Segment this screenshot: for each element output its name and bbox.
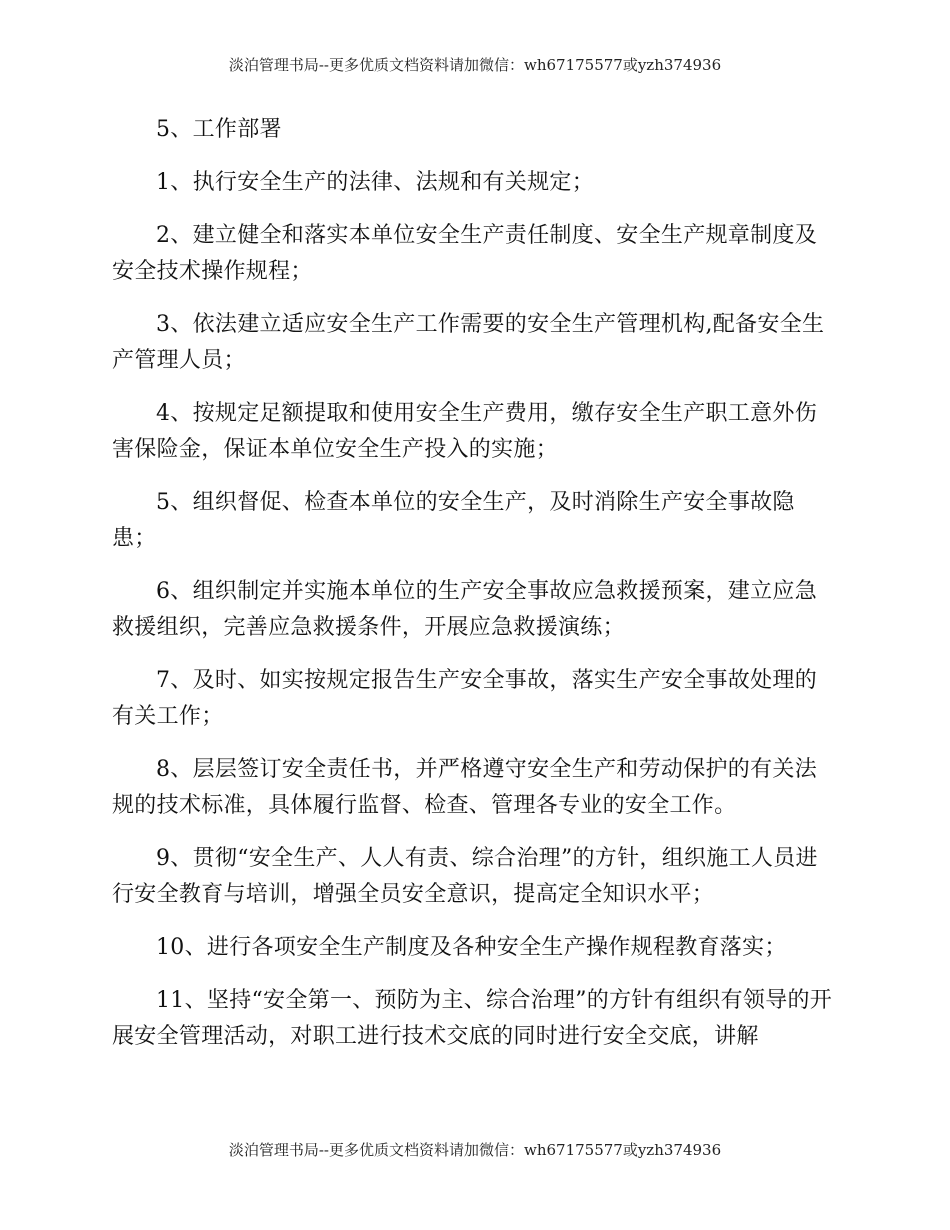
page-footer: 淡泊管理书局--更多优质文档资料请加微信：wh67175577或yzh374936 <box>228 1141 722 1159</box>
list-item: 8、层层签订安全责任书，并严格遵守安全生产和劳动保护的有关法规的技术标准，具体履行监督、检查、管理各专业的安全工作。 <box>112 757 817 818</box>
list-item: 6、组织制定并实施本单位的生产安全事故应急救援预案，建立应急救援组织，完善应急救援条件，开展应急救援演练； <box>112 579 817 640</box>
section-title: 5、工作部署 <box>156 117 282 142</box>
list-item: 10、进行各项安全生产制度及各种安全生产操作规程教育落实； <box>156 935 787 960</box>
list-item: 7、及时、如实按规定报告生产安全事故，落实生产安全事故处理的有关工作； <box>112 668 817 729</box>
list-item: 9、贯彻“安全生产、人人有责、综合治理”的方针，组织施工人员进行安全教育与培训，增强全员安全意识，提高定全知识水平； <box>112 846 818 907</box>
list-item: 11、坚持“安全第一、预防为主、综合治理”的方针有组织有领导的开展安全管理活动，对职工进行技术交底的同时进行安全交底，讲解 <box>112 988 833 1049</box>
list-item: 5、组织督促、检查本单位的安全生产，及时消除生产安全事故隐患； <box>112 490 795 551</box>
page-header: 淡泊管理书局--更多优质文档资料请加微信：wh67175577或yzh374936 <box>228 56 722 74</box>
list-item: 3、依法建立适应安全生产工作需要的安全生产管理机构,配备安全生产管理人员； <box>112 312 825 373</box>
list-item: 2、建立健全和落实本单位安全生产责任制度、安全生产规章制度及安全技术操作规程； <box>112 223 817 284</box>
document-body <box>112 112 835 1072</box>
list-item: 1、执行安全生产的法律、法规和有关规定； <box>156 170 594 195</box>
list-item: 4、按规定足额提取和使用安全生产费用，缴存安全生产职工意外伤害保险金，保证本单位安全生产投入的实施； <box>112 401 817 462</box>
